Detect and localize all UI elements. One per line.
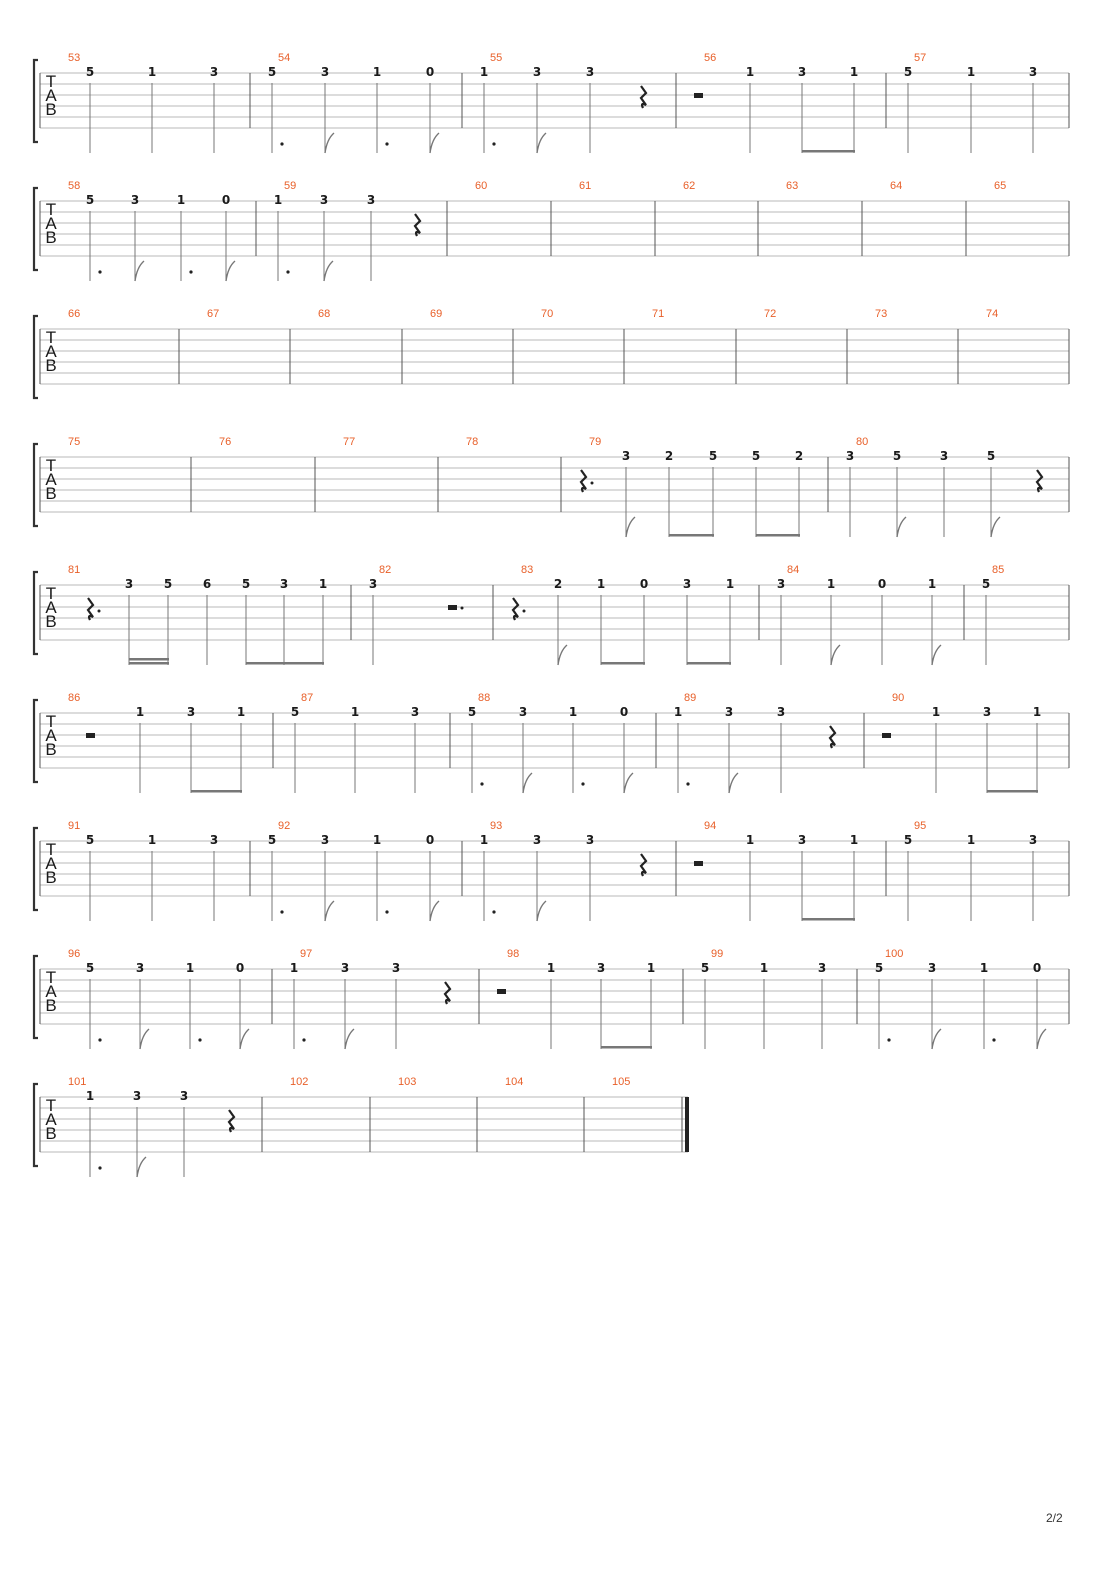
quarter-rest <box>830 726 835 748</box>
system-bracket <box>34 700 38 782</box>
fret-number: 1 <box>236 705 246 719</box>
tab-clef-letter: B <box>45 740 57 759</box>
tab-system <box>34 52 1069 153</box>
tab-clef-letter: B <box>45 100 57 119</box>
note-beam <box>756 534 800 537</box>
measure-number: 63 <box>786 180 799 192</box>
duration-dot <box>98 270 101 273</box>
note-flag <box>729 773 738 793</box>
fret-number: 3 <box>621 449 631 463</box>
note-beam <box>601 1046 652 1049</box>
fret-number: 0 <box>235 961 245 975</box>
measure-number: 74 <box>986 308 999 320</box>
fret-number: 3 <box>1028 833 1038 847</box>
measure-number: 88 <box>478 692 491 704</box>
system-bracket <box>34 60 38 142</box>
note-flag <box>537 901 546 921</box>
fret-number: 5 <box>85 193 95 207</box>
fret-number: 5 <box>903 65 913 79</box>
fret-number: 3 <box>939 449 949 463</box>
measure-number: 85 <box>992 564 1005 576</box>
measure-number: 77 <box>343 436 356 448</box>
duration-dot <box>98 1038 101 1041</box>
measure-number: 100 <box>885 948 904 960</box>
note-beam <box>687 662 731 665</box>
note-flag <box>624 773 633 793</box>
note-flag <box>1037 1029 1046 1049</box>
note-flag <box>137 1157 146 1177</box>
half-rest <box>448 605 457 610</box>
measure-number: 89 <box>684 692 697 704</box>
half-rest <box>86 733 95 738</box>
tab-system <box>34 692 1069 793</box>
tab-clef-letter: B <box>45 228 57 247</box>
measure-number: 94 <box>704 820 717 832</box>
fret-number: 3 <box>186 705 196 719</box>
fret-number: 5 <box>986 449 996 463</box>
fret-number: 1 <box>176 193 186 207</box>
fret-number: 1 <box>745 833 755 847</box>
measure-number: 54 <box>278 52 291 64</box>
fret-number: 1 <box>289 961 299 975</box>
duration-dot <box>992 1038 995 1041</box>
final-barline <box>685 1097 689 1152</box>
fret-number: 3 <box>209 833 219 847</box>
fret-number: 0 <box>639 577 649 591</box>
fret-number: 1 <box>849 65 859 79</box>
fret-number: 1 <box>185 961 195 975</box>
fret-number: 1 <box>372 65 382 79</box>
measure-number: 53 <box>68 52 81 64</box>
fret-number: 1 <box>318 577 328 591</box>
fret-number: 1 <box>826 577 836 591</box>
measure-number: 92 <box>278 820 291 832</box>
duration-dot <box>280 142 283 145</box>
fret-number: 5 <box>700 961 710 975</box>
note-flag <box>537 133 546 153</box>
tab-clef-letter: B <box>45 868 57 887</box>
fret-number: 0 <box>425 833 435 847</box>
quarter-rest <box>641 86 646 108</box>
duration-dot <box>686 782 689 785</box>
duration-dot <box>385 142 388 145</box>
tab-system <box>34 820 1069 921</box>
fret-number: 1 <box>135 705 145 719</box>
quarter-rest <box>641 854 646 876</box>
tab-clef-letter: T <box>45 200 57 219</box>
duration-dot <box>189 270 192 273</box>
fret-number: 1 <box>646 961 656 975</box>
fret-number: 3 <box>320 65 330 79</box>
measure-number: 79 <box>589 436 602 448</box>
fret-number: 5 <box>267 65 277 79</box>
fret-number: 1 <box>273 193 283 207</box>
fret-number: 3 <box>532 833 542 847</box>
tab-clef-letter: A <box>45 1110 57 1129</box>
tab-clef-letter: B <box>45 996 57 1015</box>
tab-clef-letter: A <box>45 726 57 745</box>
fret-number: 3 <box>179 1089 189 1103</box>
measure-number: 61 <box>579 180 592 192</box>
measure-number: 93 <box>490 820 503 832</box>
note-flag <box>324 261 333 281</box>
note-beam <box>669 534 714 537</box>
fret-number: 5 <box>751 449 761 463</box>
measure-number: 72 <box>764 308 777 320</box>
fret-number: 3 <box>797 65 807 79</box>
tab-clef-letter: A <box>45 470 57 489</box>
note-beam <box>129 658 169 661</box>
fret-number: 1 <box>849 833 859 847</box>
measure-number: 104 <box>505 1076 524 1088</box>
fret-number: 1 <box>966 833 976 847</box>
tab-system <box>34 948 1069 1049</box>
measure-number: 103 <box>398 1076 417 1088</box>
fret-number: 3 <box>845 449 855 463</box>
tab-system <box>34 1076 689 1177</box>
fret-number: 5 <box>892 449 902 463</box>
fret-number: 3 <box>518 705 528 719</box>
quarter-rest <box>415 214 420 236</box>
fret-number: 1 <box>1032 705 1042 719</box>
measure-number: 90 <box>892 692 905 704</box>
note-flag <box>240 1029 249 1049</box>
duration-dot <box>887 1038 890 1041</box>
note-flag <box>325 133 334 153</box>
fret-number: 0 <box>221 193 231 207</box>
fret-number: 1 <box>479 833 489 847</box>
system-bracket <box>34 572 38 654</box>
fret-number: 1 <box>759 961 769 975</box>
measure-number: 76 <box>219 436 232 448</box>
rest-dot <box>523 610 526 613</box>
duration-dot <box>302 1038 305 1041</box>
fret-number: 5 <box>903 833 913 847</box>
measure-number: 82 <box>379 564 392 576</box>
half-rest <box>694 93 703 98</box>
half-rest <box>694 861 703 866</box>
rest-dot <box>461 607 464 610</box>
fret-number: 1 <box>979 961 989 975</box>
quarter-rest <box>229 1110 234 1132</box>
fret-number: 2 <box>553 577 563 591</box>
measure-number: 78 <box>466 436 479 448</box>
measure-number: 62 <box>683 180 696 192</box>
quarter-rest <box>88 598 93 620</box>
note-beam <box>191 790 242 793</box>
measure-number: 101 <box>68 1076 87 1088</box>
fret-number: 3 <box>585 65 595 79</box>
measure-number: 59 <box>284 180 297 192</box>
tab-clef-letter: A <box>45 598 57 617</box>
fret-number: 3 <box>1028 65 1038 79</box>
measure-number: 73 <box>875 308 888 320</box>
note-flag <box>135 261 144 281</box>
tab-clef-letter: B <box>45 356 57 375</box>
duration-dot <box>198 1038 201 1041</box>
half-rest <box>497 989 506 994</box>
measure-number: 97 <box>300 948 313 960</box>
note-flag <box>523 773 532 793</box>
note-flag <box>991 517 1000 537</box>
system-bracket <box>34 956 38 1038</box>
fret-number: 1 <box>147 833 157 847</box>
fret-number: 1 <box>673 705 683 719</box>
half-rest <box>882 733 891 738</box>
tab-clef-letter: T <box>45 72 57 91</box>
note-beam <box>987 790 1038 793</box>
note-flag <box>831 645 840 665</box>
measure-number: 56 <box>704 52 717 64</box>
note-flag <box>325 901 334 921</box>
fret-number: 3 <box>130 193 140 207</box>
tab-clef-letter: T <box>45 1096 57 1115</box>
tab-clef-letter: A <box>45 982 57 1001</box>
note-beam <box>802 150 855 153</box>
page-number: 2/2 <box>1046 1511 1063 1525</box>
measure-number: 80 <box>856 436 869 448</box>
fret-number: 1 <box>596 577 606 591</box>
measure-number: 81 <box>68 564 81 576</box>
duration-dot <box>492 142 495 145</box>
measure-number: 60 <box>475 180 488 192</box>
fret-number: 3 <box>585 833 595 847</box>
quarter-rest <box>445 982 450 1004</box>
fret-number: 3 <box>368 577 378 591</box>
fret-number: 5 <box>163 577 173 591</box>
fret-number: 2 <box>664 449 674 463</box>
measure-number: 96 <box>68 948 81 960</box>
measure-number: 84 <box>787 564 800 576</box>
fret-number: 3 <box>279 577 289 591</box>
fret-number: 1 <box>372 833 382 847</box>
measure-number: 99 <box>711 948 724 960</box>
measure-number: 65 <box>994 180 1007 192</box>
note-beam <box>246 662 324 665</box>
tab-clef-letter: B <box>45 484 57 503</box>
tab-system <box>34 564 1069 665</box>
measure-number: 71 <box>652 308 665 320</box>
note-flag <box>140 1029 149 1049</box>
measure-number: 67 <box>207 308 220 320</box>
note-flag <box>897 517 906 537</box>
fret-number: 3 <box>724 705 734 719</box>
measure-number: 55 <box>490 52 503 64</box>
rest-dot <box>98 610 101 613</box>
tab-system <box>34 436 1069 537</box>
measure-number: 83 <box>521 564 534 576</box>
tab-system <box>34 308 1069 398</box>
note-flag <box>932 1029 941 1049</box>
duration-dot <box>286 270 289 273</box>
tab-clef-letter: T <box>45 712 57 731</box>
fret-number: 3 <box>682 577 692 591</box>
note-beam <box>802 918 855 921</box>
measure-number: 58 <box>68 180 81 192</box>
fret-number: 1 <box>725 577 735 591</box>
fret-number: 1 <box>931 705 941 719</box>
tab-system <box>34 180 1069 281</box>
tab-clef-letter: T <box>45 968 57 987</box>
fret-number: 3 <box>797 833 807 847</box>
fret-number: 0 <box>425 65 435 79</box>
note-flag <box>226 261 235 281</box>
fret-number: 6 <box>202 577 212 591</box>
fret-number: 0 <box>619 705 629 719</box>
fret-number: 3 <box>596 961 606 975</box>
fret-number: 3 <box>319 193 329 207</box>
fret-number: 1 <box>350 705 360 719</box>
tab-clef-letter: T <box>45 456 57 475</box>
fret-number: 5 <box>85 833 95 847</box>
fret-number: 3 <box>132 1089 142 1103</box>
duration-dot <box>280 910 283 913</box>
system-bracket <box>34 316 38 398</box>
fret-number: 1 <box>546 961 556 975</box>
fret-number: 3 <box>927 961 937 975</box>
tab-clef-letter: A <box>45 342 57 361</box>
system-bracket <box>34 828 38 910</box>
measure-number: 70 <box>541 308 554 320</box>
measure-number: 95 <box>914 820 927 832</box>
tab-clef-letter: A <box>45 854 57 873</box>
fret-number: 5 <box>981 577 991 591</box>
tab-clef-letter: T <box>45 840 57 859</box>
fret-number: 3 <box>532 65 542 79</box>
note-flag <box>430 133 439 153</box>
duration-dot <box>385 910 388 913</box>
fret-number: 0 <box>877 577 887 591</box>
fret-number: 1 <box>745 65 755 79</box>
tab-clef-letter: B <box>45 612 57 631</box>
quarter-rest <box>513 598 518 620</box>
fret-number: 1 <box>85 1089 95 1103</box>
fret-number: 5 <box>85 65 95 79</box>
fret-number: 5 <box>267 833 277 847</box>
measure-number: 87 <box>301 692 314 704</box>
tab-clef-letter: T <box>45 584 57 603</box>
fret-number: 3 <box>135 961 145 975</box>
fret-number: 5 <box>874 961 884 975</box>
fret-number: 3 <box>320 833 330 847</box>
fret-number: 5 <box>467 705 477 719</box>
system-bracket <box>34 444 38 526</box>
fret-number: 3 <box>410 705 420 719</box>
tab-clef-letter: T <box>45 328 57 347</box>
fret-number: 0 <box>1032 961 1042 975</box>
fret-number: 3 <box>366 193 376 207</box>
note-flag <box>430 901 439 921</box>
fret-number: 5 <box>85 961 95 975</box>
measure-number: 64 <box>890 180 903 192</box>
note-flag <box>558 645 567 665</box>
fret-number: 5 <box>708 449 718 463</box>
fret-number: 5 <box>241 577 251 591</box>
measure-number: 69 <box>430 308 443 320</box>
fret-number: 3 <box>124 577 134 591</box>
tab-clef-letter: A <box>45 214 57 233</box>
fret-number: 3 <box>817 961 827 975</box>
fret-number: 1 <box>568 705 578 719</box>
fret-number: 3 <box>391 961 401 975</box>
fret-number: 3 <box>340 961 350 975</box>
note-beam <box>129 662 169 665</box>
note-flag <box>932 645 941 665</box>
fret-number: 5 <box>290 705 300 719</box>
note-flag <box>626 517 635 537</box>
fret-number: 3 <box>776 705 786 719</box>
fret-number: 2 <box>794 449 804 463</box>
quarter-rest <box>581 470 586 492</box>
duration-dot <box>480 782 483 785</box>
measure-number: 102 <box>290 1076 309 1088</box>
fret-number: 1 <box>927 577 937 591</box>
fret-number: 3 <box>209 65 219 79</box>
measure-number: 86 <box>68 692 81 704</box>
note-flag <box>345 1029 354 1049</box>
rest-dot <box>591 482 594 485</box>
measure-number: 91 <box>68 820 81 832</box>
measure-number: 98 <box>507 948 520 960</box>
tab-clef-letter: A <box>45 86 57 105</box>
quarter-rest <box>1037 470 1042 492</box>
duration-dot <box>581 782 584 785</box>
measure-number: 66 <box>68 308 81 320</box>
measure-number: 68 <box>318 308 331 320</box>
fret-number: 1 <box>966 65 976 79</box>
note-beam <box>601 662 645 665</box>
duration-dot <box>492 910 495 913</box>
tab-clef-letter: B <box>45 1124 57 1143</box>
fret-number: 1 <box>147 65 157 79</box>
fret-number: 3 <box>982 705 992 719</box>
measure-number: 57 <box>914 52 927 64</box>
fret-number: 3 <box>776 577 786 591</box>
measure-number: 75 <box>68 436 81 448</box>
system-bracket <box>34 188 38 270</box>
duration-dot <box>98 1166 101 1169</box>
system-bracket <box>34 1084 38 1166</box>
fret-number: 1 <box>479 65 489 79</box>
measure-number: 105 <box>612 1076 631 1088</box>
